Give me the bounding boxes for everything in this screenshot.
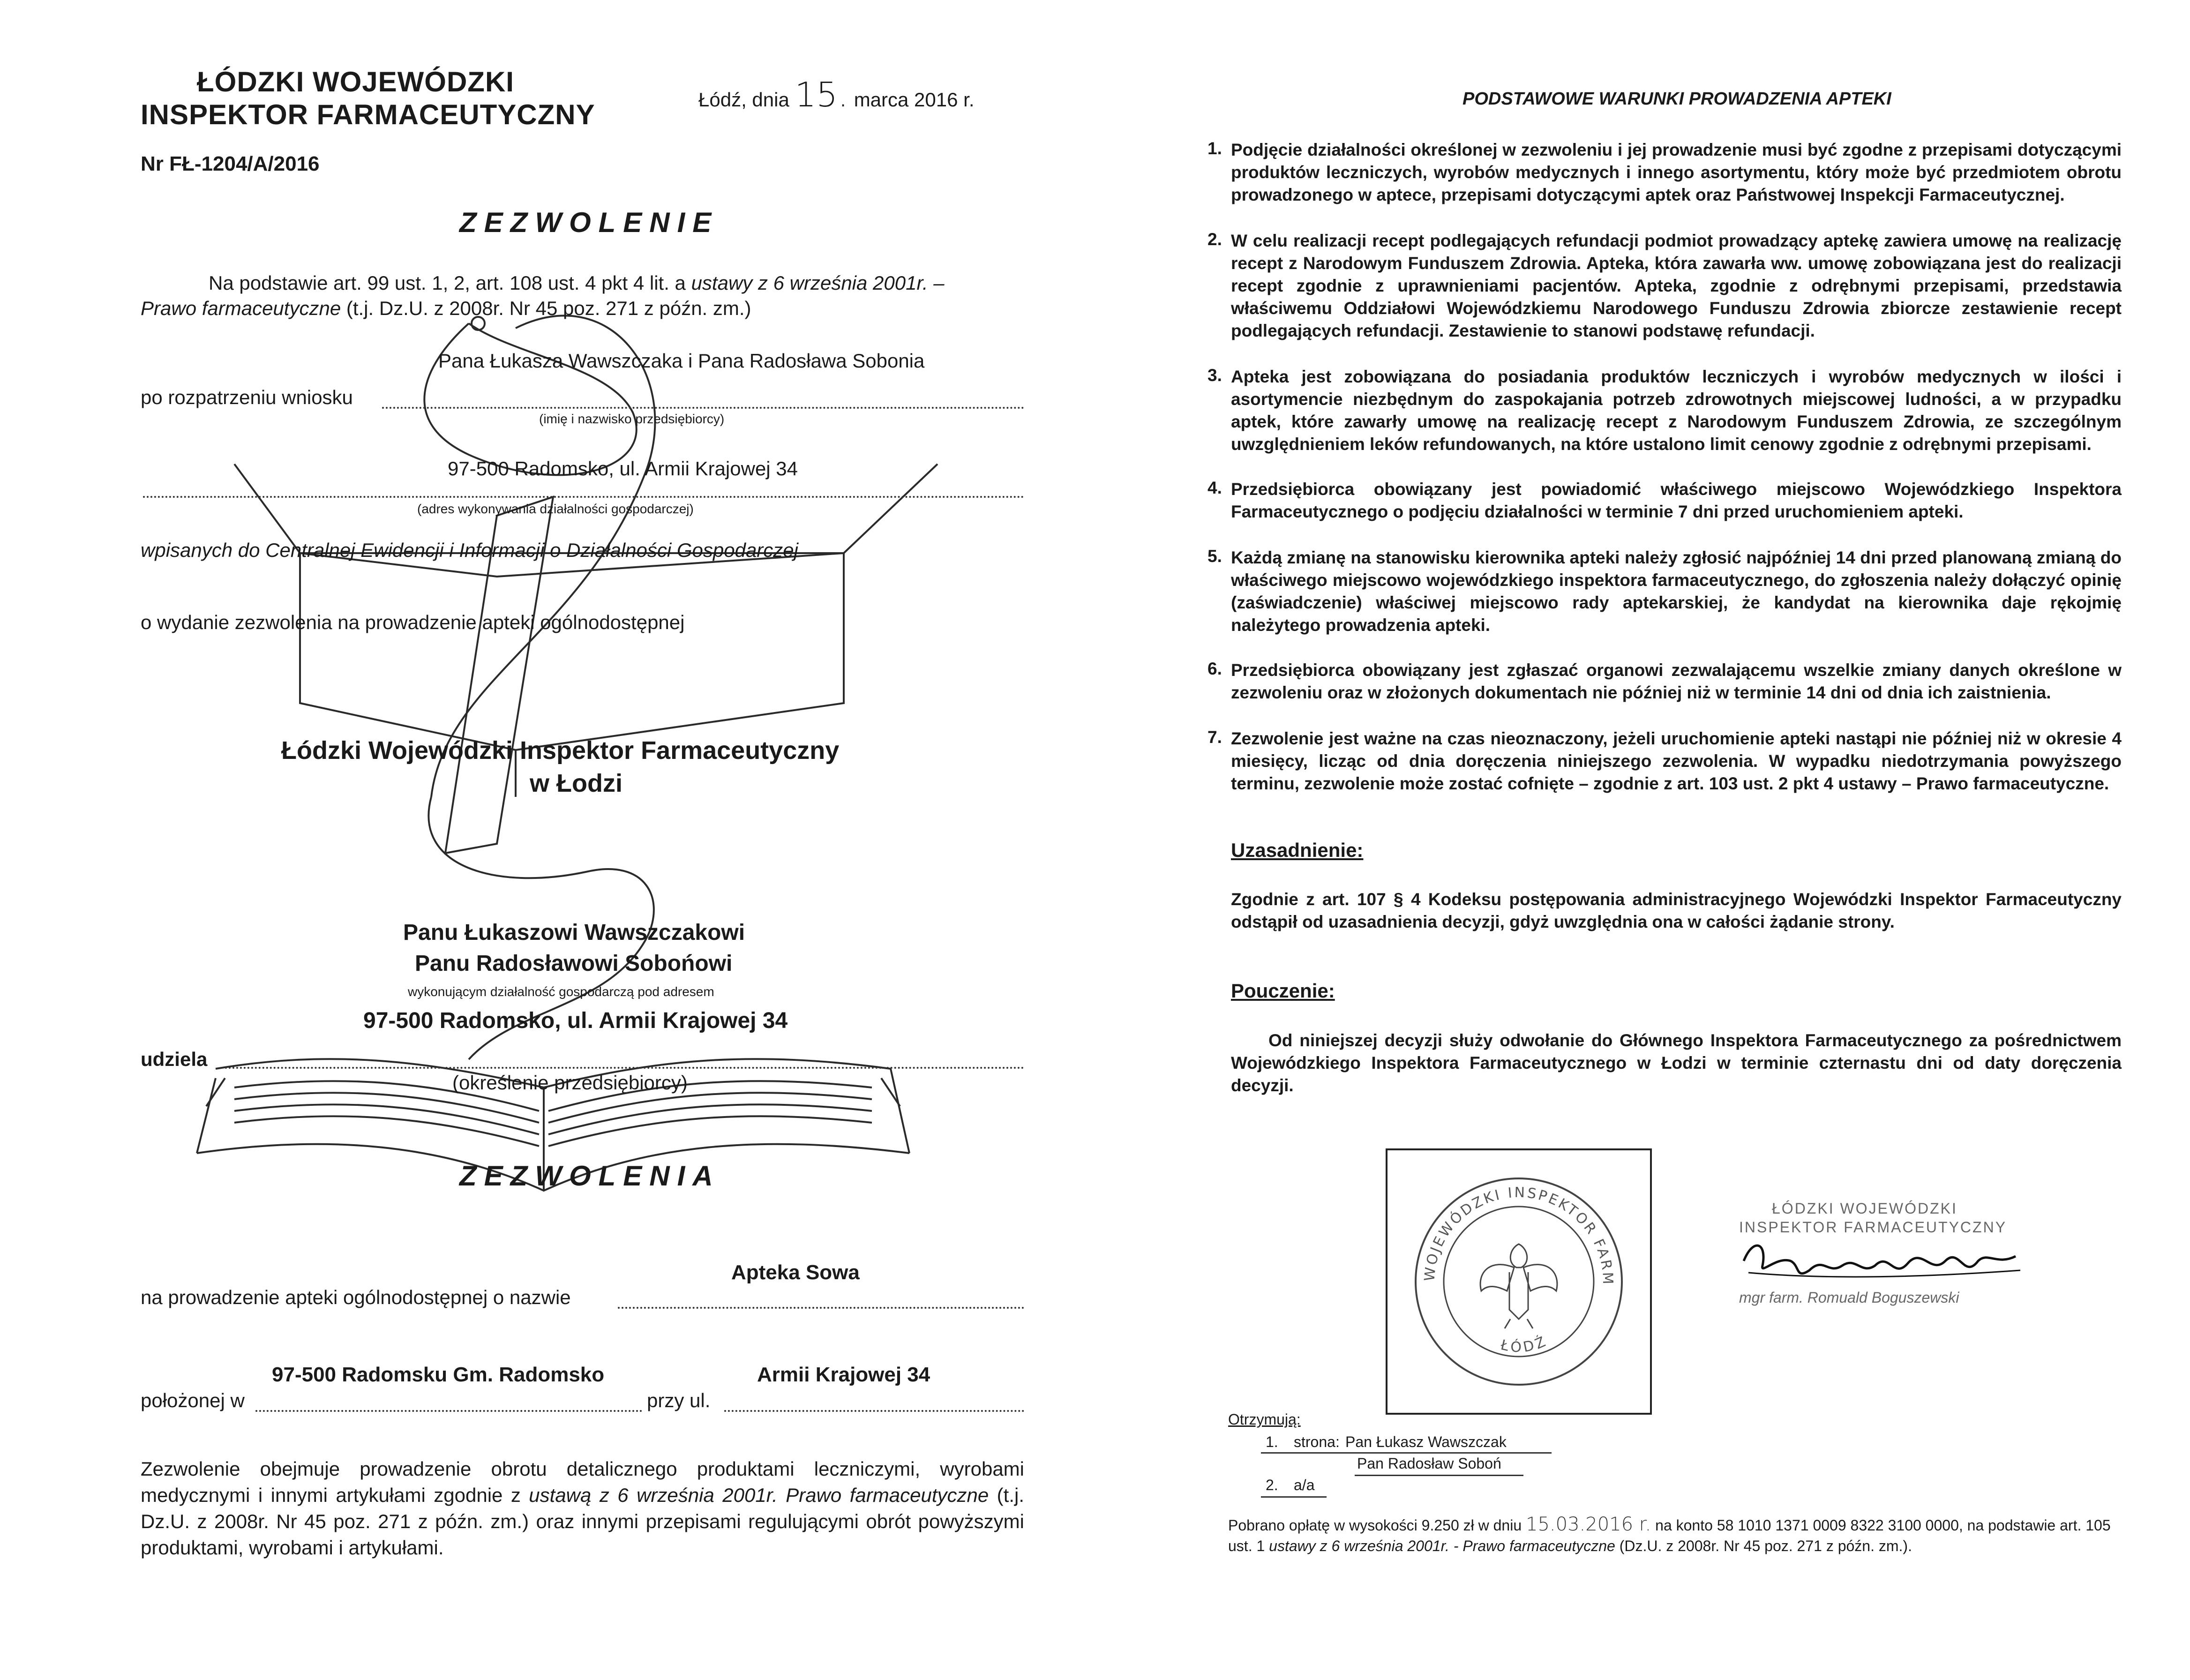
recipients-label: Otrzymują:	[1228, 1411, 1301, 1428]
stamp-text-bottom: ŁÓDŹ	[1499, 1332, 1551, 1356]
place-date-suffix: marca 2016 r.	[854, 89, 975, 111]
recipient-1-name-2: Pan Radosław Soboń	[1357, 1455, 1501, 1472]
decision-number: Nr FŁ-1204/A/2016	[141, 152, 320, 175]
condition-number: 1.	[1208, 139, 1222, 158]
fee-text-citation: (Dz.U. z 2008r. Nr 45 poz. 271 z późn. zm.).	[1619, 1538, 1912, 1554]
legal-basis-act-name: Prawo farmaceutyczne	[141, 297, 341, 319]
legal-basis-citation: (t.j. Dz.U. z 2008r. Nr 45 poz. 271 z późn. zm.)	[346, 297, 751, 319]
condition-number: 5.	[1208, 547, 1222, 566]
authority-name-line1: ŁÓDZKI WOJEWÓDZKI	[197, 66, 514, 98]
condition-text: Apteka jest zobowiązana do posiadania produktów leczniczych i wyrobów medycznych w ilości i asortymencie niezbędnym do zaspokajania potrzeb zdrowotnych miejscowej ludności, a w przypadku aptek, które zawarły umowę na realizację recept z Narodowym Funduszem Zdrowia, ze szczególnym uwzględnieniem leków refundowanych, na które ustalono limit cenowy zgodnie z odrębnymi przepisami.	[1231, 367, 2122, 454]
issuer-name: Łódzki Wojewódzki Inspektor Farmaceutyczny	[281, 736, 840, 765]
at-street-label: przy ul.	[647, 1389, 711, 1411]
condition-number: 2.	[1208, 230, 1222, 249]
fee-text-act: ustawy z 6 września 2001r. - Prawo farmaceutyczne	[1269, 1538, 1615, 1554]
place-date-prefix: Łódź, dnia	[698, 89, 789, 111]
permit-scope	[141, 1456, 1024, 1561]
dotted-line	[255, 1410, 642, 1412]
condition-text: Przedsiębiorca obowiązany jest powiadomić właściwego miejscowo Wojewódzkiego Inspektora Farmaceutycznego o podjęciu działalności w terminie 7 dni przed uruchomieniem apteki.	[1231, 480, 2122, 521]
legal-basis-line2	[141, 297, 751, 320]
after-review-label: po rozpatrzeniu wniosku	[141, 386, 353, 408]
dotted-line	[143, 496, 1024, 498]
condition-number: 6.	[1208, 659, 1222, 678]
condition-number: 4.	[1208, 478, 1222, 497]
conditions-title: PODSTAWOWE WARUNKI PROWADZENIA APTEKI	[1462, 89, 1891, 109]
condition-text: Zezwolenie jest ważne na czas nieoznaczony, jeżeli uruchomienie apteki nastąpi nie później niż w okresie 4 miesięcy, licząc od dnia doręczenia niniejszego zezwolenia. W wypadku niedotrzymania powyższego terminu, zezwolenie może zostać cofnięte – zgodnie z art. 103 ust. 2 pkt 4 ustawy – Prawo farmaceutyczne.	[1231, 729, 2122, 793]
applicant-names: Pana Łukasza Wawszczaka i Pana Radosława Sobonia	[438, 350, 925, 372]
handwritten-signature-icon	[1734, 1228, 2039, 1289]
justification-heading: Uzasadnienie:	[1231, 839, 1364, 861]
fee-date-handwritten: 15.03.2016 r.	[1526, 1514, 1651, 1535]
grants-label: udziela	[141, 1048, 208, 1070]
instruction-heading: Pouczenie:	[1231, 980, 1335, 1002]
address-hint: (adres wykonywania działalności gospodarczej)	[417, 502, 694, 516]
condition-number: 3.	[1208, 366, 1222, 385]
location-street: Armii Krajowej 34	[757, 1363, 930, 1386]
date-day-handwritten: 15.	[795, 75, 849, 114]
legal-basis-text: Na podstawie art. 99 ust. 1, 2, art. 108 ust. 4 pkt 4 lit. a	[209, 272, 686, 294]
stamp-seal-icon	[1388, 1150, 1650, 1413]
recipient-2: Panu Radosławowi Sobońowi	[415, 951, 733, 976]
condition-text: W celu realizacji recept podlegających refundacji podmiot prowadzący aptekę zawiera umowę na realizację recept z Narodowym Funduszem Zdrowia. Apteka, która zawarła ww. umowę zobowiązana jest do realizacji recept zgodnie z uprawnieniami pacjentów. Apteka, zgodnie z odrębnymi przepisami, przedstawia właściwemu Oddziałowi Wojewódzkiemu Narodowego Funduszu Zdrowia zbiorcze zestawienie recept podlegających refundacji. Zestawienie to stanowi podstawę refundacji.	[1231, 231, 2122, 340]
dotted-line	[618, 1307, 1024, 1309]
dotted-line	[382, 407, 1024, 409]
recipient-2-label: a/a	[1294, 1477, 1315, 1493]
stamp-text: WOJEWÓDZKI INSPEKTOR FARM	[1421, 1184, 1616, 1287]
name-hint: (imię i nazwisko przedsiębiorcy)	[539, 412, 725, 426]
official-stamp	[1386, 1148, 1652, 1415]
signature-block	[1734, 1200, 2039, 1312]
permit-scope-text-end: (t.j. Dz.U. z 2008r. Nr 45 poz. 271 z późn. zm.) oraz innymi przepisami regulującymi obrót powyższymi produktami, wyrobami i artykułami.	[141, 1484, 1024, 1559]
recipient-1-number: 1.	[1266, 1433, 1278, 1450]
recipient-2-number: 2.	[1266, 1477, 1278, 1493]
recipient-1-label: strona:	[1294, 1433, 1340, 1450]
pharmacy-name: Apteka Sowa	[731, 1261, 860, 1284]
underline	[1355, 1475, 1523, 1476]
instruction-text: Od niniejszej decyzji służy odwołanie do Głównego Inspektora Farmaceutycznego za pośrednictwem Wojewódzkiego Inspektora Farmaceutycznego w Łodzi w terminie czternastu dni od daty doręczenia decyzji.	[1231, 1031, 2122, 1095]
recipient-hint: wykonującym działalność gospodarczą pod adresem	[408, 984, 714, 999]
permit-scope-act: ustawą z 6 września 2001r. Prawo farmaceutyczne	[529, 1484, 989, 1506]
signature-title-2: INSPEKTOR FARMACEUTYCZNY	[1739, 1219, 2007, 1236]
recipient-1: Panu Łukaszowi Wawszczakowi	[403, 920, 745, 945]
condition-number: 7.	[1208, 728, 1222, 747]
pharmacy-name-label: na prowadzenie apteki ogólnodostępnej o nazwie	[141, 1286, 571, 1308]
fee-note	[1228, 1514, 2128, 1556]
business-address: 97-500 Radomsko, ul. Armii Krajowej 34	[448, 458, 798, 480]
permit-title-genitive: ZEZWOLENIA	[459, 1160, 720, 1192]
condition-text: Każdą zmianę na stanowisku kierownika apteki należy zgłosić najpóźniej 14 dni przed planowaną zmianą do właściwego miejscowo wojewódzkiego inspektora farmaceutycznego, do zgłoszenia należy dołączyć opinię (zaświadczenie) właściwej miejscowo rady aptekarskiej, że kandydat na kierownika daje rękojmię należytego prowadzenia apteki.	[1231, 548, 2122, 635]
dotted-line	[225, 1067, 1024, 1069]
signatory-name: mgr farm. Romuald Boguszewski	[1739, 1289, 1959, 1306]
place-date	[698, 75, 975, 114]
fee-text: Pobrano opłatę w wysokości 9.250 zł w dniu	[1228, 1517, 1522, 1534]
fee-text-account: na konto 58 1010 1371 0009 8322 3100 0000, na podstawie art. 105 ust. 1	[1228, 1517, 2111, 1554]
location-town: 97-500 Radomsku Gm. Radomsko	[272, 1363, 605, 1386]
permit-scope-text: Zezwolenie obejmuje prowadzenie obrotu detalicznego produktami leczniczymi, wyrobami medycznymi i innymi artykułami zgodnie z	[141, 1458, 1024, 1506]
entrepreneur-hint: (określenie przedsiębiorcy)	[452, 1072, 688, 1094]
issuer-city: w Łodzi	[530, 769, 622, 797]
condition-text: Przedsiębiorca obowiązany jest zgłaszać organowi zezwalającemu wszelkie zmiany danych określone w zezwoleniu oraz w złożonych dokumentach nie później niż w terminie 14 dni od dnia ich zaistnienia.	[1231, 660, 2122, 702]
signature-title-1: ŁÓDZKI WOJEWÓDZKI	[1772, 1200, 1958, 1217]
dotted-line	[724, 1410, 1024, 1412]
request-text: o wydanie zezwolenia na prowadzenie apteki ogólnodostępnej	[141, 611, 685, 633]
document-title: ZEZWOLENIE	[459, 207, 719, 238]
justification-text: Zgodnie z art. 107 § 4 Kodeksu postępowania administracyjnego Wojewódzki Inspektor Farmaceutyczny odstąpił od uzasadnienia decyzji, gdyż uwzględnia ona w całości żądanie strony.	[1231, 890, 2122, 931]
underline	[1261, 1452, 1552, 1454]
legal-basis-line1	[209, 272, 945, 294]
condition-text: Podjęcie działalności określonej w zezwoleniu i jej prowadzenie musi być zgodne z przepisami dotyczącymi produktów leczniczych, wyrobów medycznych i innego asortymentu, który może być przedmiotem obrotu prowadzonego w aptece, przepisami dotyczącymi aptek oraz Państwowej Inspekcji Farmaceutycznej.	[1231, 140, 2122, 204]
recipient-1-name: Pan Łukasz Wawszczak	[1345, 1433, 1507, 1450]
legal-basis-act: ustawy z 6 września 2001r. –	[691, 272, 945, 294]
underline	[1261, 1496, 1327, 1498]
authority-name-line2: INSPEKTOR FARMACEUTYCZNY	[141, 99, 595, 130]
registry-entry: wpisanych do Centralnej Ewidencji i Informacji o Działalności Gospodarczej	[141, 539, 798, 561]
svg-text:WOJEWÓDZKI INSPEKTOR FARMACEUT	[1388, 1150, 1616, 1286]
recipient-address: 97-500 Radomsko, ul. Armii Krajowej 34	[363, 1008, 788, 1033]
located-in-label: położonej w	[141, 1389, 245, 1411]
